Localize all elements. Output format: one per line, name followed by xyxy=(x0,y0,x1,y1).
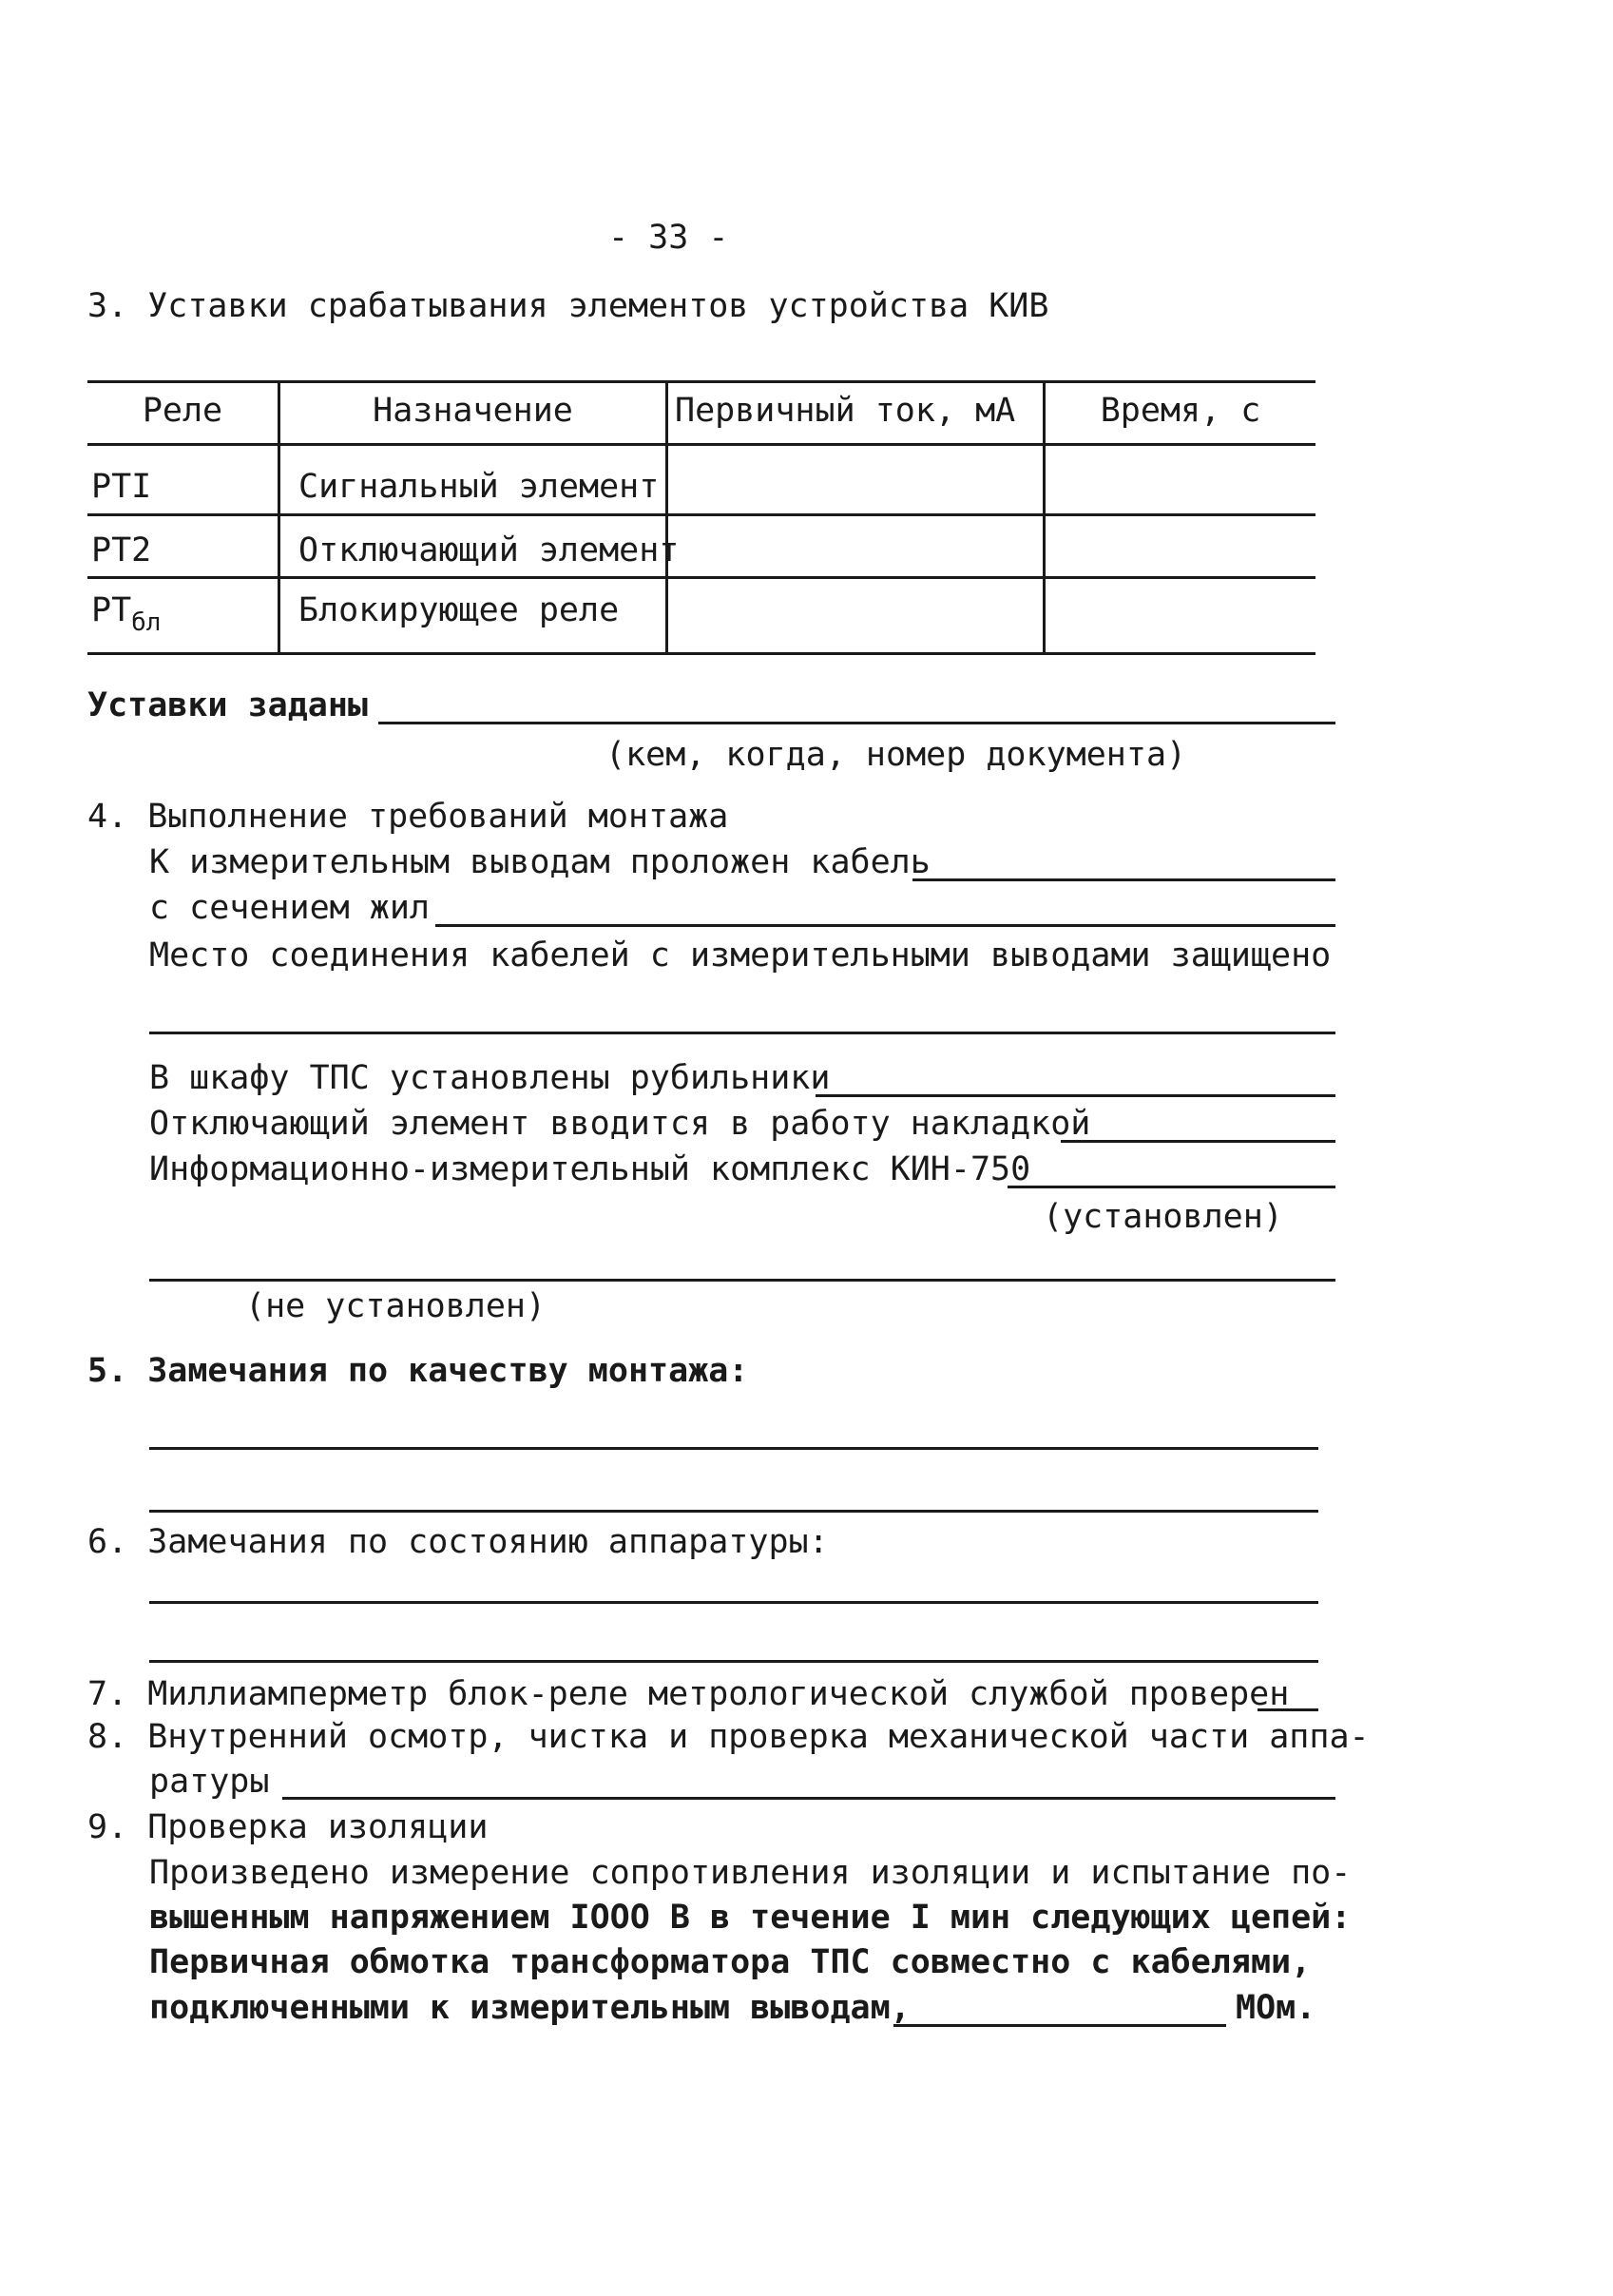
settings-label: Уставки заданы xyxy=(87,686,369,724)
installed-hint: (установлен) xyxy=(1043,1198,1283,1236)
settings-hint: (кем, когда, номер документа) xyxy=(605,736,1187,774)
core-section-fill-line xyxy=(435,924,1335,927)
section3-title: 3. Уставки срабатывания элементов устройства КИВ xyxy=(87,287,1049,325)
page-number: - 33 - xyxy=(608,219,729,257)
quality-remarks-line xyxy=(149,1447,1318,1450)
section9-line1: Произведено измерение сопротивления изоляции и испытание по- xyxy=(149,1854,1352,1892)
section6-title: 6. Замечания по состоянию аппаратуры: xyxy=(87,1523,829,1561)
table-header-border xyxy=(87,443,1315,446)
section5-title: 5. Замечания по качеству монтажа: xyxy=(87,1352,749,1390)
relay-code: PT2 xyxy=(91,531,152,569)
not-installed-hint: (не установлен) xyxy=(245,1287,547,1325)
section9-line4: подключенными к измерительным выводам, xyxy=(149,1989,911,2027)
cable-label: К измерительным выводам проложен кабель xyxy=(149,843,931,881)
relay-purpose: Блокирующее реле xyxy=(298,591,620,629)
switches-fill-line xyxy=(816,1094,1335,1097)
section8-line1: 8. Внутренний осмотр, чистка и проверка механической части аппа- xyxy=(87,1718,1370,1756)
complex-alt-fill-line xyxy=(149,1279,1335,1282)
relay-purpose: Отключающий элемент xyxy=(298,531,680,569)
table-row-border xyxy=(87,576,1315,579)
equipment-remarks-line xyxy=(149,1601,1318,1604)
section9-title: 9. Проверка изоляции xyxy=(87,1808,489,1846)
core-section-label: с сечением жил xyxy=(149,889,431,927)
relay-code-main: PT xyxy=(91,591,132,629)
overlay-fill-line xyxy=(1061,1140,1335,1143)
table-header-purpose: Назначение xyxy=(373,392,573,430)
quality-remarks-line xyxy=(149,1510,1318,1513)
section9-line2: вышенным напряжением IOOO В в течение I мин следующих цепей: xyxy=(149,1899,1352,1937)
settings-fill-line xyxy=(378,722,1335,724)
section9-line3: Первичная обмотка трансформатора ТПС совместно с кабелями, xyxy=(149,1943,1312,1981)
section8-line2: ратуры xyxy=(149,1763,270,1801)
resistance-fill-line xyxy=(893,2024,1226,2027)
relay-code-subscript: бл xyxy=(131,608,162,637)
table-bottom-border xyxy=(87,652,1315,655)
protection-fill-line xyxy=(149,1032,1335,1034)
table-header-relay: Реле xyxy=(142,392,223,430)
complex-label: Информационно-измерительный комплекс КИН-750 xyxy=(149,1150,1031,1188)
table-top-border xyxy=(87,380,1315,383)
table-header-time: Время, с xyxy=(1100,392,1261,430)
relay-code: PTI xyxy=(91,468,152,506)
relay-code xyxy=(91,589,161,644)
milliammeter-fill-line xyxy=(1258,1708,1318,1711)
table-header-current: Первичный ток, мА xyxy=(675,392,1016,430)
switches-label: В шкафу ТПС установлены рубильники xyxy=(149,1059,831,1097)
complex-fill-line xyxy=(1008,1186,1335,1188)
cable-fill-line xyxy=(912,878,1335,881)
section7-text: 7. Миллиамперметр блок-реле метрологической службой проверен xyxy=(87,1675,1290,1713)
relay-purpose: Сигнальный элемент xyxy=(298,468,660,506)
inspection-fill-line xyxy=(282,1797,1335,1800)
equipment-remarks-line xyxy=(149,1660,1318,1663)
overlay-label: Отключающий элемент вводится в работу накладкой xyxy=(149,1105,1091,1143)
section4-title: 4. Выполнение требований монтажа xyxy=(87,798,729,836)
resistance-unit: МОм. xyxy=(1236,1989,1316,2027)
table-col-divider xyxy=(665,380,668,655)
protection-label: Место соединения кабелей с измерительными выводами защищено xyxy=(149,936,1332,974)
table-row-border xyxy=(87,513,1315,516)
